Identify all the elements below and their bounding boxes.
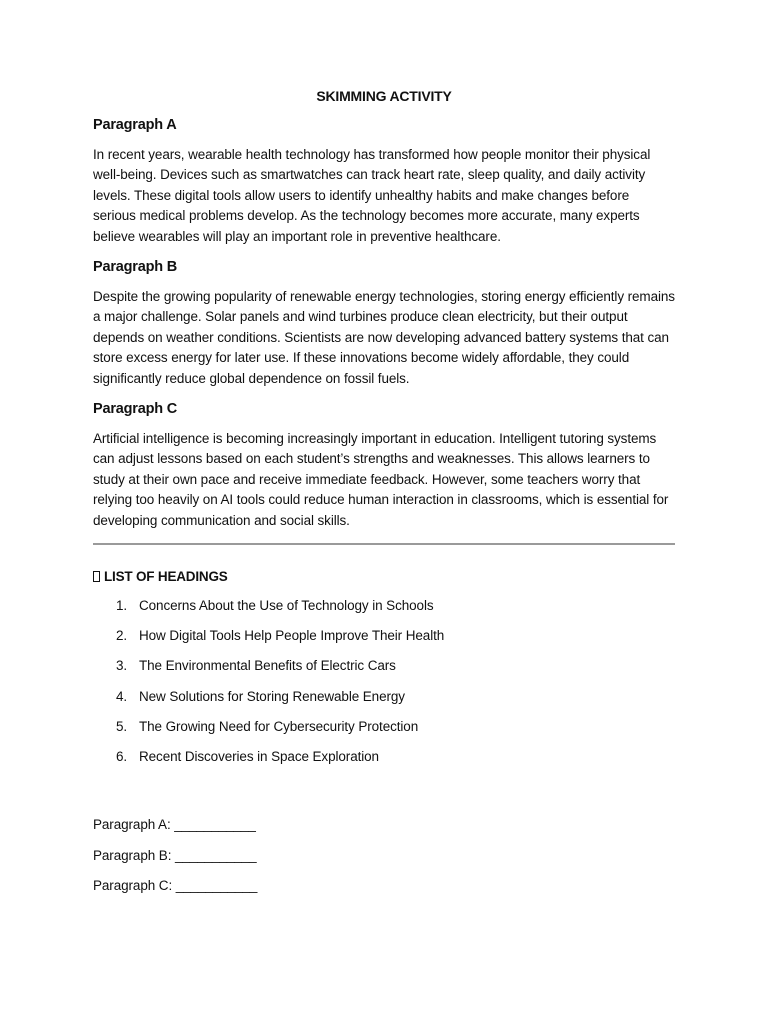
list-item [93,596,675,626]
list-item-number: 4. [116,688,128,704]
document-title: SKIMMING ACTIVITY [316,88,452,104]
paragraph-c-section [93,399,675,531]
box-icon [93,571,100,582]
paragraph-b-text: Despite the growing popularity of renewable energy technologies, storing energy efficiently remains a major challenge. Solar panels and wind turbines produce clean electricity, but their output depends on weather conditions. Scientists are now developing advanced battery systems that can store excess energy for later use. If these innovations become widely affordable, they could significantly reduce global dependence on fossil fuels. [93,289,675,386]
list-of-headings-title [93,567,675,587]
paragraph-b-heading: Paragraph B [93,259,178,276]
list-item-label: New Solutions for Storing Renewable Energy [139,688,405,704]
list-item [93,656,675,686]
list-item-number: 1. [116,598,128,614]
list-item-number: 5. [116,718,128,734]
list-item-label: Recent Discoveries in Space Exploration [139,749,379,765]
answer-line-paragraph-b[interactable]: Paragraph B: ___________ [93,847,257,863]
paragraph-a-text: In recent years, wearable health technology has transformed how people monitor their physical well-being. Devices such as smartwatches can track heart rate, sleep quality, and daily activity levels. These digital tools allow users to identify unhealthy habits and make changes before serious medical problems develop. As the technology becomes more accurate, many experts believe wearables will play an important role in preventive healthcare. [93,147,651,244]
list-of-headings-label: LIST OF HEADINGS [104,569,228,585]
paragraph-c-text: Artificial intelligence is becoming increasingly important in education. Intelligent tutoring systems can adjust lessons based on each student’s strengths and weaknesses. This allows learners to study at their own pace and receive immediate feedback. However, some teachers worry that relying too heavily on AI tools could reduce human interaction in classrooms, which is essential for developing communication and social skills. [93,431,669,528]
answer-line-paragraph-a[interactable]: Paragraph A: ___________ [93,817,256,833]
list-item-label: The Environmental Benefits of Electric Cars [139,658,396,674]
list-item-label: Concerns About the Use of Technology in Schools [139,598,434,614]
list-item-number: 2. [116,628,128,644]
list-item-label: How Digital Tools Help People Improve Their Health [139,628,445,644]
paragraph-a-section [93,115,675,247]
paragraph-c-heading: Paragraph C [93,401,178,418]
headings-list [93,596,675,777]
paragraph-b-section [93,257,675,389]
list-item-number: 3. [116,658,128,674]
list-item [93,687,675,717]
list-item-number: 6. [116,749,128,765]
list-item [93,747,675,777]
list-item-label: The Growing Need for Cybersecurity Protection [139,718,419,734]
list-item [93,717,675,747]
answer-section [93,815,675,906]
paragraph-a-heading: Paragraph A [93,117,177,133]
list-item [93,626,675,656]
section-divider [93,543,675,545]
answer-line-paragraph-c[interactable]: Paragraph C: ___________ [93,877,258,893]
